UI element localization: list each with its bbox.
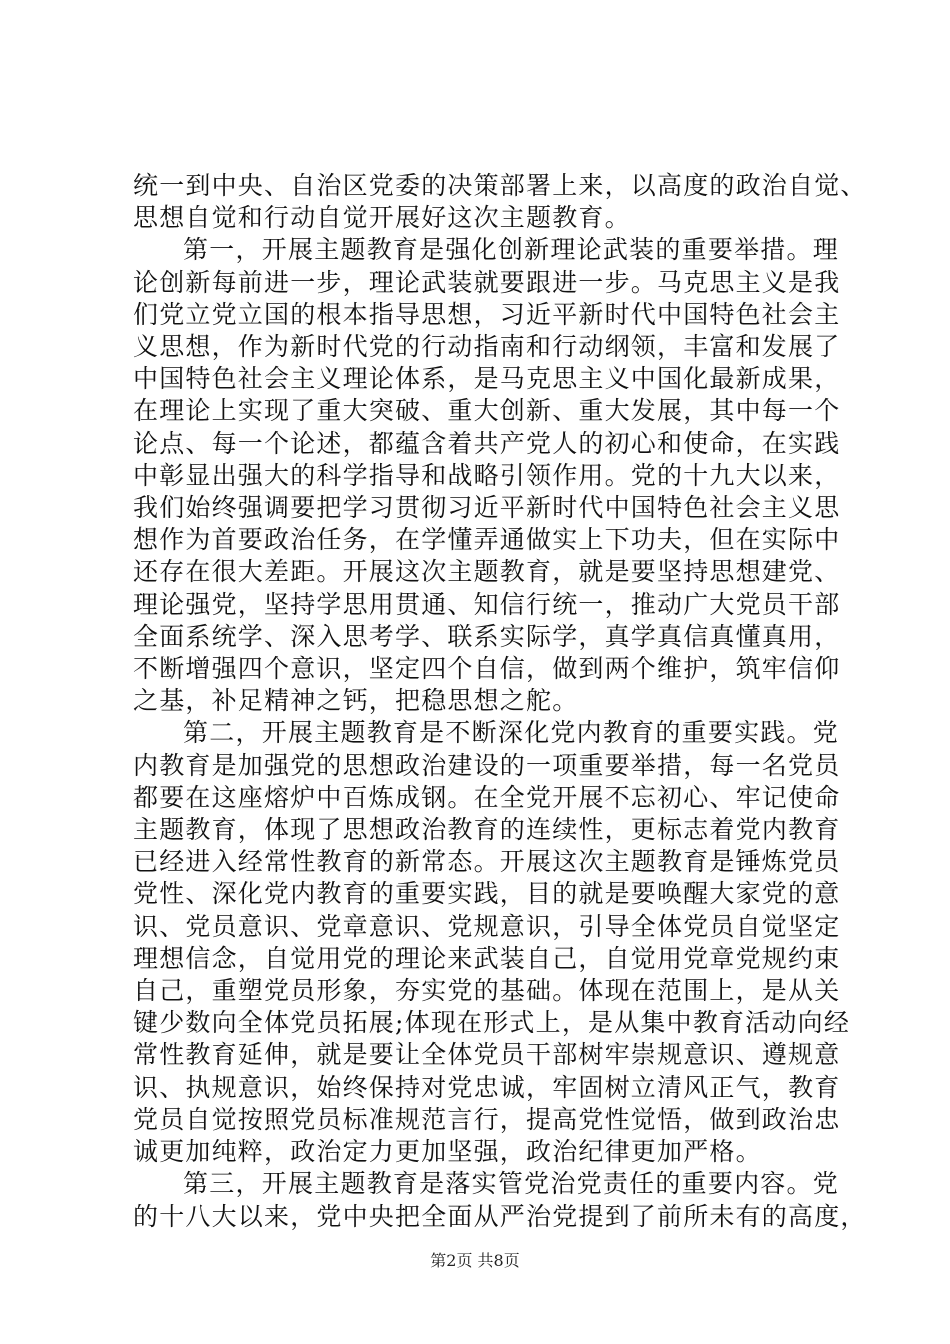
text-line: 理想信念，自觉用党的理论来武装自己，自觉用党章党规约束	[133, 943, 841, 973]
text-line: 论点、每一个论述，都蕴含着共产党人的初心和使命，在实践	[133, 428, 841, 458]
text-line: 还存在很大差距。开展这次主题教育，就是要坚持思想建党、	[133, 557, 841, 587]
text-line: 思想自觉和行动自觉开展好这次主题教育。	[133, 203, 631, 233]
text-line: 内教育是加强党的思想政治建设的一项重要举措，每一名党员	[133, 750, 841, 780]
text-line: 党员自觉按照党员标准规范言行，提高党性觉悟，做到政治忠	[133, 1104, 841, 1134]
text-line: 键少数向全体党员拓展;体现在形式上，是从集中教育活动向经	[133, 1008, 851, 1038]
text-line: 诚更加纯粹，政治定力更加坚强，政治纪律更加严格。	[133, 1137, 762, 1167]
text-line: 常性教育延伸，就是要让全体党员干部树牢崇规意识、遵规意	[133, 1040, 841, 1070]
text-line: 论创新每前进一步，理论武装就要跟进一步。马克思主义是我	[133, 267, 841, 297]
text-line: 中彰显出强大的科学指导和战略引领作用。党的十九大以来，	[133, 460, 841, 490]
text-line: 党性、深化党内教育的重要实践，目的就是要唤醒大家党的意	[133, 879, 841, 909]
paragraph	[133, 234, 839, 717]
text-line: 第三，开展主题教育是落实管党治党责任的重要内容。党	[183, 1169, 839, 1199]
paragraph	[133, 1168, 867, 1232]
document-body	[133, 170, 867, 1233]
page-footer: 第2页 共8页	[430, 1251, 520, 1270]
text-line: 我们始终强调要把学习贯彻习近平新时代中国特色社会主义思	[133, 493, 841, 523]
text-line: 都要在这座熔炉中百炼成钢。在全党开展不忘初心、牢记使命	[133, 782, 841, 812]
text-line: 识、执规意识，始终保持对党忠诚，牢固树立清风正气，教育	[133, 1072, 841, 1102]
text-line: 想作为首要政治任务，在学懂弄通做实上下功夫，但在实际中	[133, 525, 841, 555]
text-line: 之基，补足精神之钙，把稳思想之舵。	[133, 686, 579, 716]
paragraph	[133, 170, 867, 234]
text-line: 已经进入经常性教育的新常态。开展这次主题教育是锤炼党员	[133, 847, 841, 877]
text-line: 中国特色社会主义理论体系，是马克思主义中国化最新成果，	[133, 364, 841, 394]
text-line: 自己，重塑党员形象，夯实党的基础。体现在范围上，是从关	[133, 976, 841, 1006]
text-line: 主题教育，体现了思想政治教育的连续性，更标志着党内教育	[133, 815, 841, 845]
text-line: 理论强党，坚持学思用贯通、知信行统一，推动广大党员干部	[133, 589, 841, 619]
text-line: 统一到中央、自治区党委的决策部署上来，以高度的政治自觉、	[133, 171, 867, 200]
text-line: 第一，开展主题教育是强化创新理论武装的重要举措。理	[183, 235, 839, 265]
text-line: 的十八大以来，党中央把全面从严治党提到了前所未有的高度，	[133, 1201, 867, 1231]
text-line: 全面系统学、深入思考学、联系实际学，真学真信真懂真用，	[133, 621, 841, 651]
text-line: 第二，开展主题教育是不断深化党内教育的重要实践。党	[183, 718, 839, 748]
paragraph	[133, 717, 851, 1168]
text-line: 们党立党立国的根本指导思想，习近平新时代中国特色社会主	[133, 299, 841, 329]
text-line: 义思想，作为新时代党的行动指南和行动纲领，丰富和发展了	[133, 332, 841, 362]
text-line: 在理论上实现了重大突破、重大创新、重大发展，其中每一个	[133, 396, 841, 426]
text-line: 识、党员意识、党章意识、党规意识，引导全体党员自觉坚定	[133, 911, 841, 941]
text-line: 不断增强四个意识，坚定四个自信，做到两个维护，筑牢信仰	[133, 654, 841, 684]
